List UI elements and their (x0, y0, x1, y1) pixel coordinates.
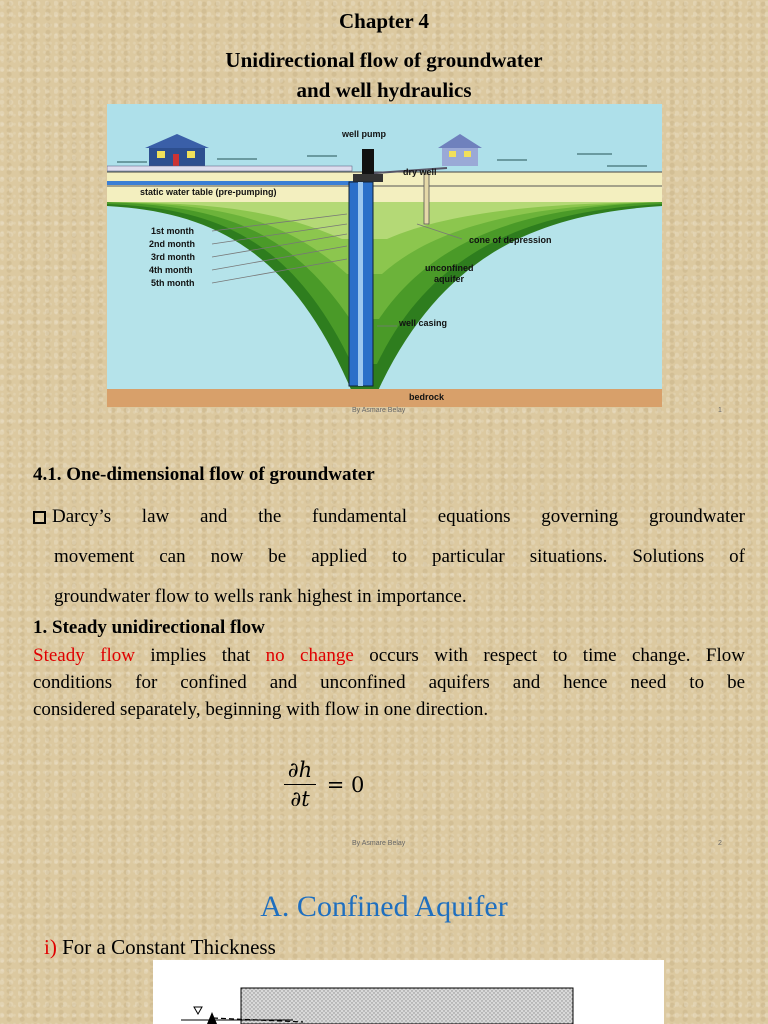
confined-aquifer-diagram (153, 960, 664, 1024)
label-dry-well: dry well (403, 167, 437, 177)
aquifer-hatched-block (241, 988, 573, 1024)
checkbox-bullet-icon (33, 511, 46, 524)
label-aquifer: aquifer (434, 274, 465, 284)
label-well-casing: well casing (399, 318, 448, 328)
confined-aquifer-title: A. Confined Aquifer (260, 890, 508, 923)
footer-author-2: By Asmare Belay (352, 840, 406, 847)
label-month-3: 3rd month (151, 252, 195, 262)
label-unconfined: unconfined (425, 263, 474, 273)
equation-numerator: ∂h (287, 758, 313, 782)
bullet-paragraph (33, 504, 745, 610)
well-pump (362, 149, 374, 177)
label-month-2: 2nd month (149, 239, 195, 249)
steady-flow-equation (284, 758, 364, 811)
para-line-3: considered separately, beginning with flow in one direction. (33, 699, 489, 720)
bullet-line-2: movement can now be applied to particular situations. Solutions of (54, 546, 745, 567)
subheading-steady-flow: 1. Steady unidirectional flow (33, 617, 265, 638)
term-no-change: no change (265, 645, 354, 666)
label-month-1: 1st month (151, 226, 195, 236)
label-cone-of-depression: cone of depression (469, 235, 552, 245)
label-well-pump: well pump (342, 129, 387, 139)
steady-flow-paragraph (33, 643, 745, 723)
main-title-line2: and well hydraulics (296, 78, 472, 102)
equation-rhs: = 0 (326, 772, 365, 797)
para-line-1: Steady flow implies that no change occurs with respect to time change. Flow (33, 645, 745, 666)
well-cone-of-depression-diagram (107, 104, 662, 407)
label-bedrock: bedrock (409, 392, 445, 402)
dry-well (424, 174, 429, 224)
bullet-line-1: Darcy’s law and the fundamental equations governing groundwater (52, 506, 745, 527)
bullet-line-3: groundwater flow to wells rank highest in importance. (54, 586, 467, 607)
label-month-4: 4th month (149, 265, 193, 275)
bedrock-layer (107, 389, 662, 407)
section-heading: 4.1. One-dimensional flow of groundwater (33, 464, 375, 485)
subtitle-constant-thickness: i) For a Constant Thickness (44, 935, 276, 959)
page-number-1: 1 (718, 407, 722, 414)
para-line-2: conditions for confined and unconfined aquifers and hence need to be (33, 672, 745, 693)
page-number-2: 2 (718, 840, 722, 847)
equation-denominator: ∂t (290, 787, 310, 811)
footer-author-1: By Asmare Belay (352, 407, 406, 414)
label-month-5: 5th month (151, 278, 195, 288)
water-table-line (107, 181, 357, 185)
label-static-water-table: static water table (pre-pumping) (140, 187, 277, 197)
chapter-title: Chapter 4 (338, 9, 430, 33)
main-title-line1: Unidirectional flow of groundwater (225, 48, 543, 72)
term-steady-flow: Steady flow (33, 645, 135, 666)
